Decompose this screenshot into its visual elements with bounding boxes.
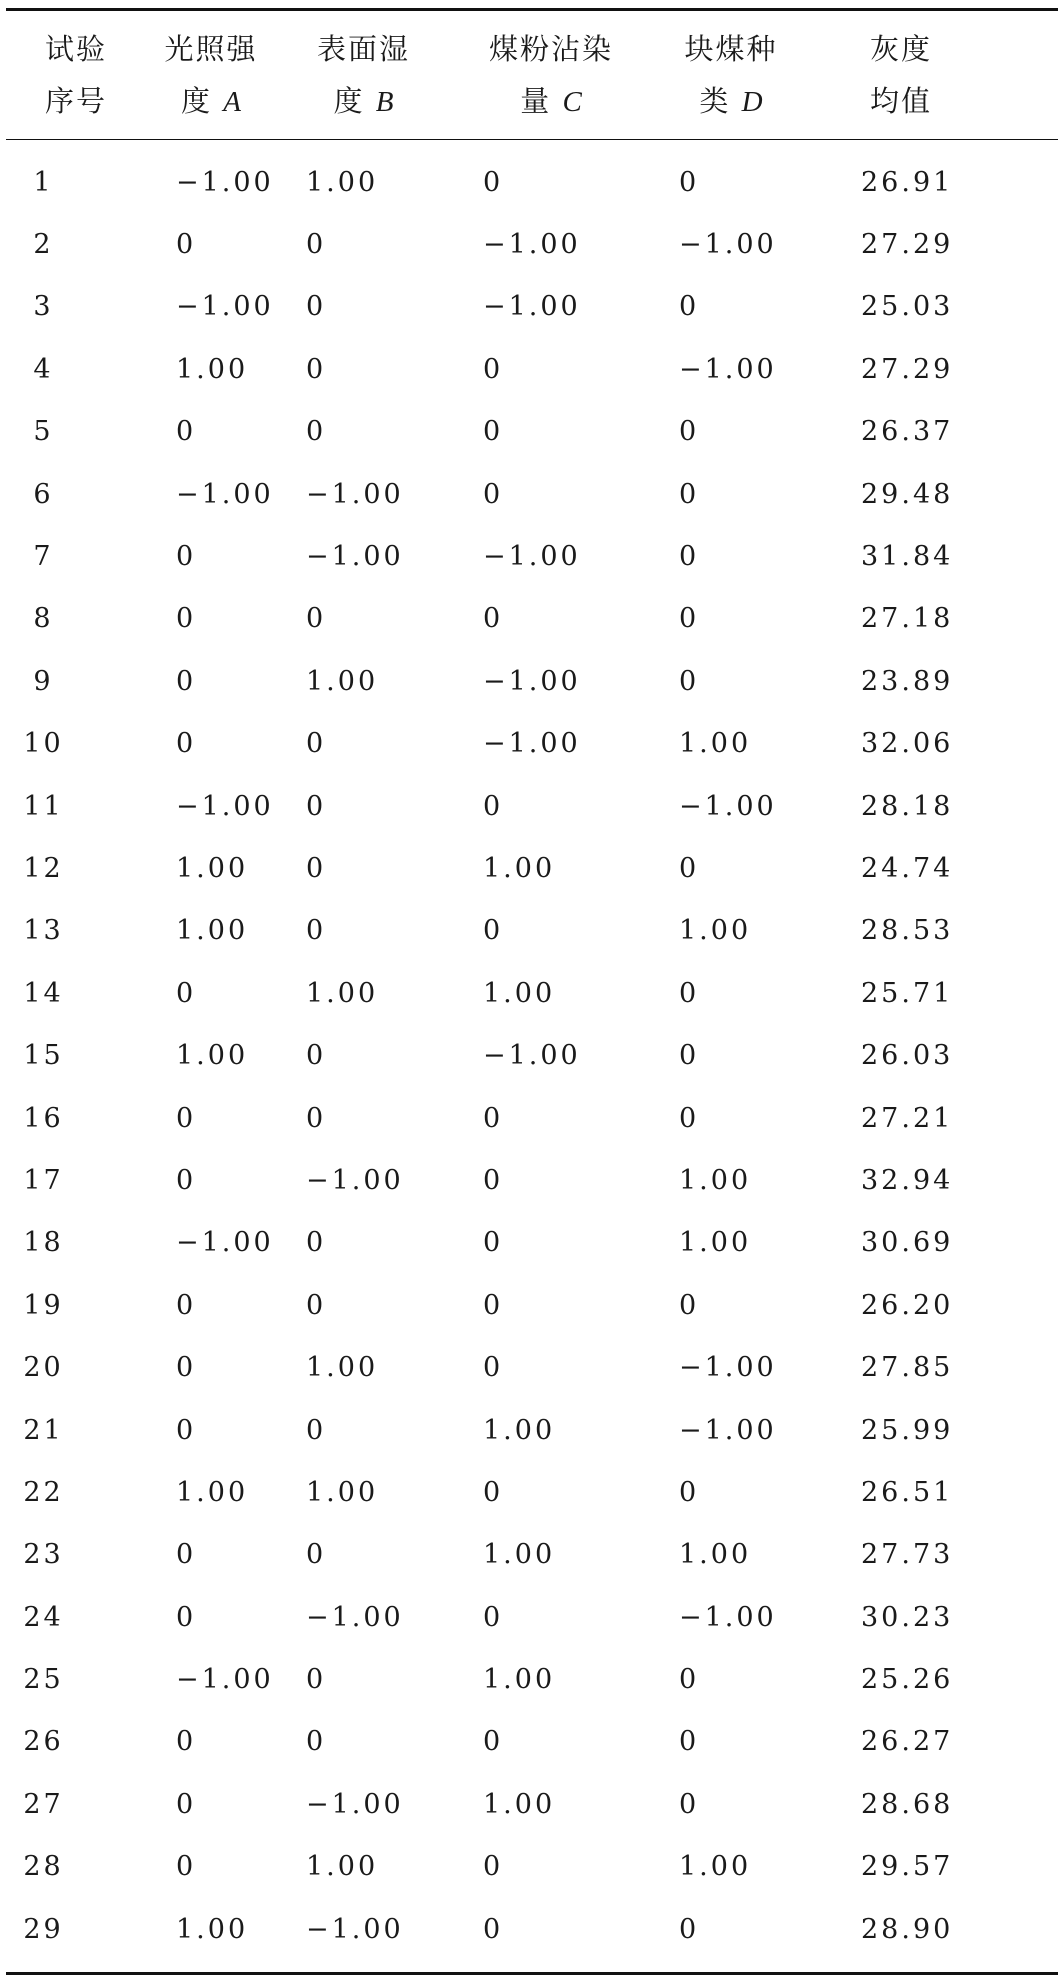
cell-coal-dust: 0 — [483, 790, 504, 822]
cell-light-intensity: 0 — [176, 1726, 197, 1758]
cell-coal-type: 1.00 — [679, 915, 752, 947]
cell-light-intensity: 0 — [176, 1352, 197, 1384]
cell-surface-humidity: 0 — [306, 790, 327, 822]
cell-light-intensity: 1.00 — [176, 353, 249, 385]
table-row — [6, 588, 1058, 650]
cell-gray-mean: 28.90 — [861, 1913, 954, 1945]
cell-surface-humidity: 1.00 — [306, 166, 379, 198]
cell-light-intensity: −1.00 — [176, 166, 274, 198]
cell-surface-humidity: 0 — [306, 728, 327, 760]
cell-surface-humidity: 0 — [306, 1289, 327, 1321]
cell-coal-type: 0 — [679, 478, 700, 510]
cell-gray-mean: 25.26 — [861, 1664, 954, 1696]
cell-surface-humidity: 0 — [306, 915, 327, 947]
cell-coal-type: −1.00 — [679, 353, 777, 385]
table-row — [6, 713, 1058, 775]
cell-light-intensity: −1.00 — [176, 291, 274, 323]
table-row — [6, 1711, 1058, 1773]
table-row — [6, 1461, 1058, 1523]
cell-gray-mean: 25.71 — [861, 977, 954, 1009]
cell-coal-type: 0 — [679, 1289, 700, 1321]
cell-light-intensity: −1.00 — [176, 1664, 274, 1696]
cell-surface-humidity: 0 — [306, 1040, 327, 1072]
cell-trial-no: 26 — [23, 1726, 64, 1758]
cell-trial-no: 8 — [33, 603, 54, 635]
table-row — [6, 900, 1058, 962]
cell-trial-no: 23 — [23, 1539, 64, 1571]
table-row — [6, 213, 1058, 275]
cell-light-intensity: 0 — [176, 1601, 197, 1633]
cell-coal-dust: 1.00 — [483, 852, 556, 884]
cell-coal-dust: 1.00 — [483, 1414, 556, 1446]
cell-gray-mean: 26.91 — [861, 166, 954, 198]
cell-surface-humidity: 0 — [306, 353, 327, 385]
cell-gray-mean: 30.69 — [861, 1227, 954, 1259]
cell-light-intensity: 1.00 — [176, 1040, 249, 1072]
cell-gray-mean: 26.51 — [861, 1476, 954, 1508]
cell-coal-dust: 1.00 — [483, 1788, 556, 1820]
cell-trial-no: 21 — [23, 1414, 64, 1446]
header-light-intensity — [146, 23, 276, 128]
cell-light-intensity: 0 — [176, 1164, 197, 1196]
cell-light-intensity: 0 — [176, 416, 197, 448]
header-coal-type — [651, 23, 811, 128]
header-line-1: 表面湿 — [316, 31, 410, 66]
cell-coal-type: 1.00 — [679, 1164, 752, 1196]
cell-coal-dust: 0 — [483, 1851, 504, 1883]
cell-coal-type: 0 — [679, 665, 700, 697]
cell-light-intensity: −1.00 — [176, 790, 274, 822]
cell-gray-mean: 26.20 — [861, 1289, 954, 1321]
table-row — [6, 1274, 1058, 1336]
cell-trial-no: 3 — [33, 291, 54, 323]
cell-coal-type: 0 — [679, 1040, 700, 1072]
cell-light-intensity: 0 — [176, 1851, 197, 1883]
header-line-2-text: 类 — [699, 83, 742, 118]
header-line-2-text: 度 — [333, 83, 376, 118]
table-row — [6, 775, 1058, 837]
cell-gray-mean: 27.29 — [861, 229, 954, 261]
cell-surface-humidity: 0 — [306, 291, 327, 323]
cell-trial-no: 28 — [23, 1851, 64, 1883]
cell-coal-dust: −1.00 — [483, 665, 581, 697]
header-coal-dust — [451, 23, 651, 128]
cell-coal-type: 0 — [679, 1726, 700, 1758]
cell-coal-dust: 0 — [483, 1726, 504, 1758]
cell-gray-mean: 25.99 — [861, 1414, 954, 1446]
cell-trial-no: 5 — [33, 416, 54, 448]
cell-coal-dust: 0 — [483, 1164, 504, 1196]
cell-trial-no: 19 — [23, 1289, 64, 1321]
cell-light-intensity: 0 — [176, 1539, 197, 1571]
header-line-1: 煤粉沾染 — [488, 31, 613, 66]
cell-coal-dust: 0 — [483, 478, 504, 510]
table-row — [6, 1586, 1058, 1648]
table-row — [6, 1336, 1058, 1398]
cell-surface-humidity: 0 — [306, 1664, 327, 1696]
table-row — [6, 1898, 1058, 1960]
cell-gray-mean: 26.03 — [861, 1040, 954, 1072]
cell-trial-no: 24 — [23, 1601, 64, 1633]
cell-light-intensity: 0 — [176, 728, 197, 760]
cell-coal-type: 0 — [679, 1476, 700, 1508]
cell-coal-type: 0 — [679, 1102, 700, 1134]
cell-coal-dust: 0 — [483, 1289, 504, 1321]
table-row — [6, 650, 1058, 712]
cell-trial-no: 11 — [23, 790, 64, 822]
cell-light-intensity: 0 — [176, 603, 197, 635]
header-line-2 — [146, 75, 276, 128]
cell-gray-mean: 27.18 — [861, 603, 954, 635]
cell-trial-no: 22 — [23, 1476, 64, 1508]
header-line-2-text: 均值 — [869, 84, 932, 118]
cell-coal-dust: 0 — [483, 603, 504, 635]
table-row — [6, 1836, 1058, 1898]
cell-coal-dust: −1.00 — [483, 291, 581, 323]
cell-light-intensity: −1.00 — [176, 478, 274, 510]
cell-trial-no: 4 — [33, 353, 54, 385]
header-trial-no — [6, 23, 146, 127]
header-gray-mean — [811, 23, 991, 127]
data-table — [6, 8, 1058, 1975]
cell-coal-dust: 0 — [483, 416, 504, 448]
cell-trial-no: 7 — [33, 541, 54, 573]
table-row — [6, 338, 1058, 400]
cell-surface-humidity: 0 — [306, 1726, 327, 1758]
cell-light-intensity: 0 — [176, 541, 197, 573]
cell-surface-humidity: 0 — [306, 1539, 327, 1571]
cell-trial-no: 25 — [23, 1664, 64, 1696]
cell-surface-humidity: −1.00 — [306, 541, 404, 573]
header-line-1: 灰度 — [869, 32, 932, 66]
cell-gray-mean: 27.29 — [861, 353, 954, 385]
cell-surface-humidity: 0 — [306, 229, 327, 261]
cell-surface-humidity: −1.00 — [306, 1601, 404, 1633]
cell-light-intensity: 0 — [176, 1102, 197, 1134]
table-row — [6, 1773, 1058, 1835]
cell-surface-humidity: 0 — [306, 603, 327, 635]
cell-light-intensity: 1.00 — [176, 852, 249, 884]
cell-trial-no: 15 — [23, 1040, 64, 1072]
cell-coal-type: −1.00 — [679, 790, 777, 822]
cell-trial-no: 14 — [23, 977, 64, 1009]
cell-trial-no: 9 — [33, 665, 54, 697]
cell-gray-mean: 29.48 — [861, 478, 954, 510]
table-row — [6, 1024, 1058, 1086]
cell-coal-dust: 0 — [483, 1601, 504, 1633]
cell-light-intensity: 1.00 — [176, 1476, 249, 1508]
header-line-1: 试验 — [44, 32, 107, 66]
table-row — [6, 1212, 1058, 1274]
cell-trial-no: 16 — [23, 1102, 64, 1134]
cell-trial-no: 29 — [23, 1913, 64, 1945]
table-row — [6, 401, 1058, 463]
cell-surface-humidity: −1.00 — [306, 1788, 404, 1820]
cell-light-intensity: 0 — [176, 665, 197, 697]
cell-coal-dust: −1.00 — [483, 728, 581, 760]
cell-coal-type: 0 — [679, 416, 700, 448]
cell-gray-mean: 27.21 — [861, 1102, 954, 1134]
cell-gray-mean: 26.37 — [861, 416, 954, 448]
cell-coal-dust: 1.00 — [483, 1539, 556, 1571]
cell-coal-type: 0 — [679, 603, 700, 635]
cell-coal-type: −1.00 — [679, 1601, 777, 1633]
cell-surface-humidity: 1.00 — [306, 1352, 379, 1384]
cell-trial-no: 1 — [33, 166, 54, 198]
cell-trial-no: 17 — [23, 1164, 64, 1196]
table-row — [6, 1149, 1058, 1211]
cell-trial-no: 20 — [23, 1352, 64, 1384]
cell-coal-type: 1.00 — [679, 728, 752, 760]
header-line-2 — [651, 75, 811, 128]
cell-coal-dust: 1.00 — [483, 1664, 556, 1696]
cell-gray-mean: 29.57 — [861, 1851, 954, 1883]
table-row — [6, 1648, 1058, 1710]
cell-trial-no: 18 — [23, 1227, 64, 1259]
header-variable-symbol: A — [223, 85, 241, 118]
cell-gray-mean: 27.73 — [861, 1539, 954, 1571]
cell-gray-mean: 32.94 — [861, 1164, 954, 1196]
cell-light-intensity: 0 — [176, 1414, 197, 1446]
cell-light-intensity: 0 — [176, 229, 197, 261]
cell-gray-mean: 23.89 — [861, 665, 954, 697]
cell-light-intensity: 1.00 — [176, 915, 249, 947]
cell-surface-humidity: 0 — [306, 1227, 327, 1259]
cell-coal-dust: 0 — [483, 1102, 504, 1134]
cell-coal-type: −1.00 — [679, 229, 777, 261]
table-header-row — [6, 11, 1058, 139]
header-variable-symbol: D — [741, 85, 763, 118]
cell-surface-humidity: 1.00 — [306, 1476, 379, 1508]
header-variable-symbol: B — [375, 85, 394, 118]
header-variable-symbol: C — [562, 85, 582, 118]
cell-gray-mean: 28.68 — [861, 1788, 954, 1820]
cell-coal-type: −1.00 — [679, 1352, 777, 1384]
cell-coal-dust: 1.00 — [483, 977, 556, 1009]
cell-trial-no: 12 — [23, 852, 64, 884]
cell-gray-mean: 32.06 — [861, 728, 954, 760]
cell-trial-no: 13 — [23, 915, 64, 947]
cell-gray-mean: 27.85 — [861, 1352, 954, 1384]
cell-coal-type: 0 — [679, 977, 700, 1009]
table-row — [6, 1524, 1058, 1586]
cell-surface-humidity: 0 — [306, 416, 327, 448]
cell-coal-dust: 0 — [483, 166, 504, 198]
cell-coal-type: 0 — [679, 541, 700, 573]
cell-coal-dust: 0 — [483, 1476, 504, 1508]
cell-gray-mean: 28.18 — [861, 790, 954, 822]
cell-gray-mean: 24.74 — [861, 852, 954, 884]
cell-surface-humidity: 0 — [306, 852, 327, 884]
cell-light-intensity: −1.00 — [176, 1227, 274, 1259]
header-line-2-text: 量 — [520, 83, 563, 118]
cell-trial-no: 27 — [23, 1788, 64, 1820]
table-row — [6, 463, 1058, 525]
header-line-2-text: 度 — [181, 83, 224, 118]
table-row — [6, 1087, 1058, 1149]
cell-coal-dust: 0 — [483, 1352, 504, 1384]
cell-surface-humidity: 0 — [306, 1414, 327, 1446]
header-line-2-text: 序号 — [44, 84, 107, 118]
cell-coal-dust: −1.00 — [483, 229, 581, 261]
table-body — [6, 140, 1058, 1972]
cell-coal-type: −1.00 — [679, 1414, 777, 1446]
cell-coal-type: 0 — [679, 1664, 700, 1696]
header-line-2 — [276, 75, 451, 128]
cell-coal-type: 0 — [679, 1913, 700, 1945]
header-line-2 — [811, 75, 991, 127]
cell-coal-type: 1.00 — [679, 1851, 752, 1883]
header-surface-humidity — [276, 23, 451, 128]
cell-gray-mean: 30.23 — [861, 1601, 954, 1633]
cell-surface-humidity: 0 — [306, 1102, 327, 1134]
cell-gray-mean: 31.84 — [861, 541, 954, 573]
cell-gray-mean: 26.27 — [861, 1726, 954, 1758]
cell-coal-type: 1.00 — [679, 1227, 752, 1259]
header-line-2 — [451, 75, 651, 128]
cell-coal-type: 0 — [679, 166, 700, 198]
cell-coal-type: 0 — [679, 1788, 700, 1820]
cell-light-intensity: 0 — [176, 1289, 197, 1321]
cell-light-intensity: 1.00 — [176, 1913, 249, 1945]
cell-coal-dust: 0 — [483, 1913, 504, 1945]
cell-coal-dust: 0 — [483, 353, 504, 385]
cell-coal-dust: −1.00 — [483, 1040, 581, 1072]
cell-gray-mean: 25.03 — [861, 291, 954, 323]
header-line-1: 光照强 — [164, 31, 258, 66]
cell-coal-dust: −1.00 — [483, 541, 581, 573]
table-row — [6, 276, 1058, 338]
cell-surface-humidity: 1.00 — [306, 977, 379, 1009]
cell-coal-dust: 0 — [483, 915, 504, 947]
cell-trial-no: 10 — [23, 728, 64, 760]
table-row — [6, 1399, 1058, 1461]
header-line-1: 块煤种 — [684, 31, 778, 66]
table-row — [6, 151, 1058, 213]
cell-light-intensity: 0 — [176, 1788, 197, 1820]
cell-surface-humidity: −1.00 — [306, 1164, 404, 1196]
cell-coal-dust: 0 — [483, 1227, 504, 1259]
cell-trial-no: 2 — [33, 229, 54, 261]
cell-surface-humidity: −1.00 — [306, 1913, 404, 1945]
cell-coal-type: 0 — [679, 852, 700, 884]
cell-gray-mean: 28.53 — [861, 915, 954, 947]
cell-coal-type: 0 — [679, 291, 700, 323]
cell-surface-humidity: 1.00 — [306, 665, 379, 697]
cell-coal-type: 1.00 — [679, 1539, 752, 1571]
table-row — [6, 525, 1058, 587]
table-row — [6, 962, 1058, 1024]
cell-trial-no: 6 — [33, 478, 54, 510]
cell-surface-humidity: −1.00 — [306, 478, 404, 510]
cell-light-intensity: 0 — [176, 977, 197, 1009]
cell-surface-humidity: 1.00 — [306, 1851, 379, 1883]
table-row — [6, 837, 1058, 899]
header-line-2 — [6, 75, 146, 127]
